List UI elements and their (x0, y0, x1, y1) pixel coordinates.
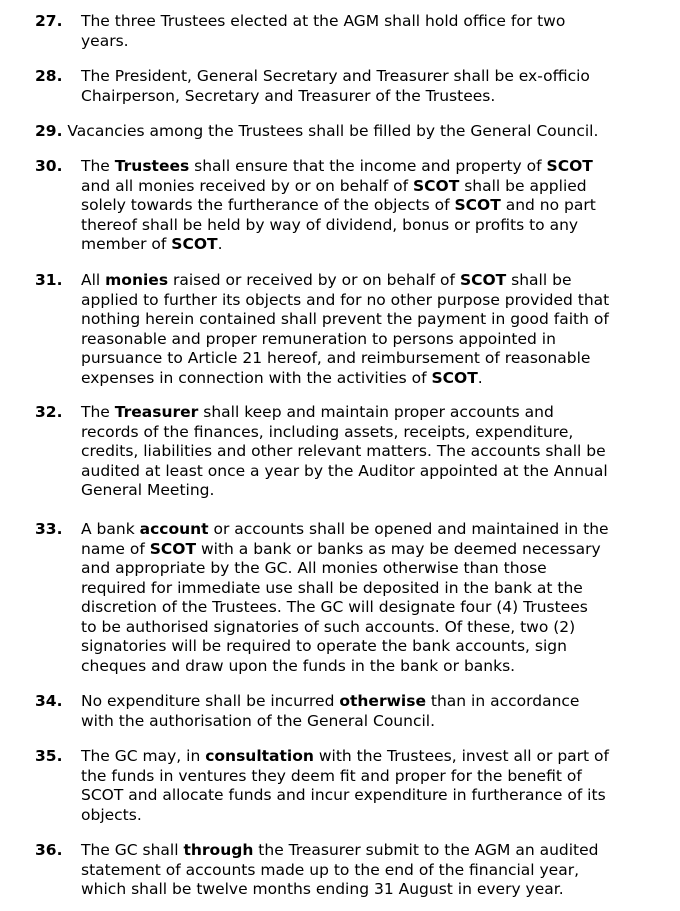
emphasis-text: Treasurer (114, 403, 199, 421)
text-segment: credits, liabilities and other relevant matters. The accounts shall be (81, 442, 606, 460)
text-segment: thereof shall be held by way of dividend, bonus or profits to any (81, 215, 579, 234)
text-line (81, 767, 661, 787)
text-line (81, 349, 661, 369)
text-segment: shall ensure that the income and property of (189, 157, 547, 175)
text-segment: General Meeting. (81, 481, 215, 499)
text-segment: expenses in connection with the activities of (81, 368, 432, 387)
text-line (81, 747, 661, 767)
article-number: 29. (35, 122, 63, 140)
text-line (81, 540, 661, 560)
text-segment: to be authorised signatories of such accounts. Of these, two (2) (81, 617, 576, 636)
emphasis-text: SCOT (431, 368, 478, 387)
article-number: 32. (35, 403, 63, 421)
text-line (81, 423, 661, 443)
text-segment: name of (81, 539, 150, 558)
text-line (81, 196, 661, 216)
article-body (81, 520, 661, 676)
text-segment: objects. (81, 805, 142, 824)
emphasis-text: through (183, 841, 254, 859)
text-line (81, 481, 661, 501)
article-number: 36. (35, 841, 63, 859)
text-segment: records of the finances, including assets, receipts, expenditure, (81, 422, 574, 441)
text-segment: shall keep and maintain proper accounts and (198, 403, 554, 421)
text-segment: audited at least once a year by the Auditor appointed at the Annual (81, 461, 608, 480)
text-segment: raised or received by or on behalf of (168, 271, 460, 289)
text-segment: Chairperson, Secretary and Treasurer of the Trustees. (81, 86, 496, 105)
article-number: 35. (35, 747, 63, 765)
article-number: 34. (35, 692, 63, 710)
text-segment: The President, General Secretary and Treasurer shall be ex-officio (81, 67, 590, 85)
emphasis-text: SCOT (454, 196, 501, 214)
emphasis-text: otherwise (339, 692, 426, 710)
text-segment: The GC may, in (81, 747, 206, 765)
text-line (81, 291, 661, 311)
article-number: 33. (35, 520, 63, 538)
text-segment: and appropriate by the GC. All monies otherwise than those (81, 559, 547, 577)
text-segment: All (81, 271, 106, 289)
text-line (81, 32, 661, 52)
emphasis-text: SCOT (149, 539, 197, 558)
text-segment: pursuance to Article 21 hereof, and reimbursement of reasonable (81, 349, 591, 367)
text-line (81, 330, 661, 350)
emphasis-text: SCOT (413, 176, 460, 195)
article-body (81, 67, 661, 106)
emphasis-text: SCOT (171, 235, 218, 253)
text-segment: . (477, 368, 483, 387)
text-segment: cheques and draw upon the funds in the bank or banks. (81, 656, 516, 675)
article-body (81, 157, 661, 255)
article-body (81, 271, 661, 388)
text-segment: with the authorisation of the General Council. (81, 711, 436, 730)
text-segment: and no part (500, 196, 596, 214)
text-segment: statement of accounts made up to the end of the financial year, (81, 860, 580, 879)
text-line (81, 657, 661, 677)
text-segment: member of (81, 235, 172, 253)
text-line (81, 442, 661, 462)
emphasis-text: account (139, 520, 209, 538)
article-body (81, 692, 661, 731)
text-line (81, 177, 661, 197)
text-line (81, 87, 661, 107)
text-line (81, 692, 661, 712)
text-segment: which shall be twelve months ending 31 August in every year. (81, 880, 564, 898)
text-segment: The (81, 157, 115, 175)
text-line (81, 462, 661, 482)
article-body (81, 841, 661, 900)
text-segment: the funds in ventures they deem fit and proper for the benefit of (81, 766, 582, 785)
text-line (81, 157, 661, 177)
text-segment: and all monies received by or on behalf of (81, 176, 413, 195)
text-line (81, 403, 661, 423)
article-number: 27. (35, 12, 63, 30)
text-segment: SCOT and allocate funds and incur expenditure in furtherance of its (81, 786, 606, 804)
text-segment: shall be (506, 271, 572, 289)
text-segment: solely towards the furtherance of the objects of (81, 196, 455, 214)
text-segment: The three Trustees elected at the AGM shall hold office for two (81, 12, 566, 30)
text-line (81, 235, 661, 255)
text-segment: or accounts shall be opened and maintained in the (208, 520, 609, 538)
article-body (81, 403, 661, 501)
article-body (81, 12, 661, 51)
text-line (81, 12, 661, 32)
text-line (81, 216, 661, 236)
text-line (81, 271, 661, 291)
emphasis-text: consultation (205, 747, 314, 765)
text-line (81, 712, 661, 732)
text-line (81, 880, 661, 900)
text-line (81, 786, 661, 806)
text-line (81, 310, 661, 330)
emphasis-text: SCOT (459, 271, 507, 289)
text-segment: discretion of the Trustees. The GC will designate four (4) Trustees (81, 598, 588, 616)
emphasis-text: SCOT (546, 157, 593, 175)
text-line (81, 579, 661, 599)
article-text: Vacancies among the Trustees shall be filled by the General Council. (67, 122, 599, 140)
text-line (81, 618, 661, 638)
article-number: 28. (35, 67, 63, 85)
text-line (81, 637, 661, 657)
text-line (81, 67, 661, 87)
text-segment: signatories will be required to operate the bank accounts, sign (81, 637, 567, 655)
text-segment: years. (81, 31, 129, 50)
text-segment: nothing herein contained shall prevent the payment in good faith of (81, 310, 609, 328)
text-segment: than in accordance (425, 692, 580, 710)
text-line (81, 520, 661, 540)
text-line (81, 861, 661, 881)
text-segment: No expenditure shall be incurred (81, 692, 340, 710)
text-segment: The GC shall (81, 841, 184, 859)
text-segment: shall be applied (459, 176, 587, 195)
text-line (81, 369, 661, 389)
article-number: 31. (35, 271, 63, 289)
text-line (81, 806, 661, 826)
text-segment: with the Trustees, invest all or part of (313, 747, 609, 765)
text-segment: the Treasurer submit to the AGM an audited (253, 841, 599, 859)
text-line (81, 598, 661, 618)
text-line (81, 841, 661, 861)
text-segment: required for immediate use shall be deposited in the bank at the (81, 578, 583, 597)
article-number: 30. (35, 157, 63, 175)
text-segment: reasonable and proper remuneration to persons appointed in (81, 329, 556, 348)
emphasis-text: monies (105, 271, 169, 289)
text-segment: . (217, 235, 223, 253)
emphasis-text: Trustees (114, 157, 190, 175)
text-segment: with a bank or banks as may be deemed necessary (196, 539, 601, 558)
article-body (35, 122, 598, 142)
text-segment: A bank (81, 520, 140, 538)
text-segment: applied to further its objects and for no other purpose provided that (81, 290, 610, 309)
text-line (81, 559, 661, 579)
article-body (81, 747, 661, 825)
text-segment: The (81, 403, 115, 421)
